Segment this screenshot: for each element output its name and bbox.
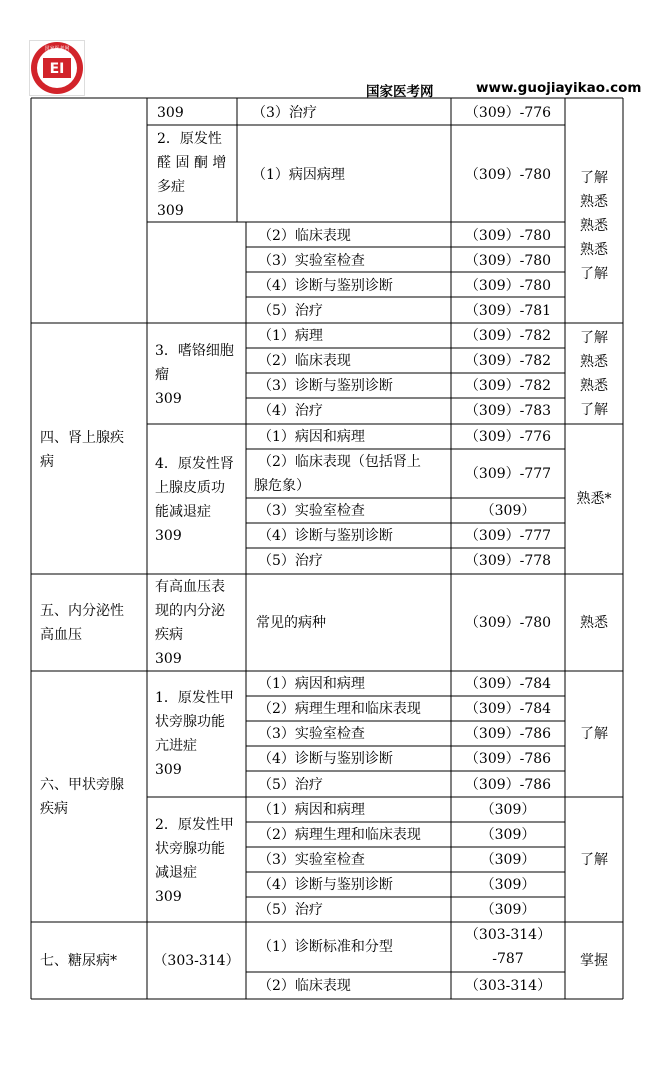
content-cell: （1）病因和病理 <box>258 676 365 692</box>
content-cell: （4）诊断与鉴别诊断 <box>258 877 393 893</box>
content-cell: （2）临床表现 <box>258 353 351 369</box>
content-cell: 腺危象） <box>254 478 310 494</box>
level-cell: 了解 <box>580 852 608 868</box>
subtopic-line: 上腺皮质功 <box>155 480 225 496</box>
section-title: 六、甲状旁腺 <box>40 777 124 793</box>
subtopic-line: 状旁腺功能 <box>155 714 225 730</box>
level-cell: 熟悉 <box>580 218 608 234</box>
page-cell: （309）-786 <box>464 726 552 742</box>
page-cell: （309） <box>480 902 536 918</box>
level-cell: 熟悉 <box>580 354 608 370</box>
content-cell: （3）治疗 <box>252 105 317 121</box>
site-title: 国家医考网 <box>366 84 434 100</box>
content-cell: （3）实验室检查 <box>258 852 365 868</box>
subtopic-line: 309 <box>157 203 184 219</box>
subtopic-line: 309 <box>155 651 182 667</box>
content-cell: （5）治疗 <box>258 777 323 793</box>
content-cell: （5）治疗 <box>258 303 323 319</box>
page-cell: （309）-784 <box>464 701 552 717</box>
page-cell: （309） <box>480 802 536 818</box>
page-cell: （303-314） <box>464 927 552 943</box>
level-cell: 熟悉 <box>580 194 608 210</box>
section-title: 高血压 <box>40 627 82 643</box>
page-cell: （309）-782 <box>464 378 552 394</box>
page-cell: （309）-777 <box>464 466 552 482</box>
subtopic-line: 309 <box>155 889 182 905</box>
subtopic-line: 309 <box>155 391 182 407</box>
subtopic-line: 亢进症 <box>155 738 197 754</box>
content-cell: （2）临床表现（包括肾上 <box>258 454 421 470</box>
content-cell: （5）治疗 <box>258 553 323 569</box>
section-title: 七、糖尿病* <box>40 953 117 969</box>
page-cell: （309）-780 <box>464 278 552 294</box>
page-cell: （309）-782 <box>464 328 552 344</box>
subtopic-line: （303-314） <box>153 953 240 969</box>
content-cell: （3）诊断与鉴别诊断 <box>258 378 393 394</box>
subtopic-line: 现的内分泌 <box>155 603 225 619</box>
content-cell: （3）实验室检查 <box>258 253 365 269</box>
page-cell: （303-314） <box>464 978 552 994</box>
level-cell: 了解 <box>580 726 608 742</box>
site-url[interactable]: www.guojiayikao.com <box>476 80 642 96</box>
page-cell: （309）-782 <box>464 353 552 369</box>
subtopic-line: 疾病 <box>155 627 183 643</box>
subtopic-line: 多症 <box>157 179 185 195</box>
page-cell: （309）-776 <box>464 105 552 121</box>
subtopic-line: 309 <box>155 528 182 544</box>
level-cell: 熟悉* <box>576 491 612 507</box>
content-cell: （2）病理生理和临床表现 <box>258 701 421 717</box>
level-cell: 了解 <box>580 170 608 186</box>
section-title: 病 <box>40 454 54 470</box>
content-cell: （5）治疗 <box>258 902 323 918</box>
subtopic-line: 瘤 <box>155 367 169 383</box>
page-cell: （309）-786 <box>464 777 552 793</box>
content-cell: （2）临床表现 <box>258 228 351 244</box>
subtopic-line: 减退症 <box>155 865 197 881</box>
subtopic-line: 2．原发性甲 <box>155 817 234 833</box>
page-cell: （309） <box>480 503 536 519</box>
level-cell: 掌握 <box>580 953 608 969</box>
logo-letters: EI <box>49 61 65 77</box>
content-cell: （2）病理生理和临床表现 <box>258 827 421 843</box>
page-cell: （309）-786 <box>464 751 552 767</box>
content-cell: （3）实验室检查 <box>258 503 365 519</box>
content-cell: （2）临床表现 <box>258 978 351 994</box>
subtopic-line: 3．嗜铬细胞 <box>155 343 234 359</box>
subtopic-line: 4．原发性肾 <box>155 456 234 472</box>
subtopic-line: 状旁腺功能 <box>155 841 225 857</box>
content-cell: （4）治疗 <box>258 403 323 419</box>
subtopic-line: 有高血压表 <box>155 579 225 595</box>
section-title: 五、内分泌性 <box>40 603 124 619</box>
section-title: 疾病 <box>40 801 68 817</box>
page-cell: （309） <box>480 827 536 843</box>
page-cell: （309）-778 <box>464 553 552 569</box>
subtopic-line: 醛 固 酮 增 <box>157 155 227 171</box>
page-cell: -787 <box>492 951 524 967</box>
level-cell: 熟悉 <box>580 378 608 394</box>
subtopic-line: 能减退症 <box>155 504 211 520</box>
page-cell: （309）-783 <box>464 403 552 419</box>
page-cell: （309）-777 <box>464 528 552 544</box>
page-cell: （309） <box>480 852 536 868</box>
page-cell: （309）-780 <box>464 167 552 183</box>
logo-caption: 国家医考网 <box>44 46 70 52</box>
content-cell: （1）病理 <box>258 328 323 344</box>
subtopic-code: 309 <box>157 105 184 121</box>
subtopic-line: 309 <box>155 762 182 778</box>
page-cell: （309）-780 <box>464 253 552 269</box>
level-cell: 了解 <box>580 402 608 418</box>
page-cell: （309）-781 <box>464 303 552 319</box>
level-cell: 熟悉 <box>580 242 608 258</box>
content-cell: 常见的病种 <box>256 615 326 631</box>
content-cell: （1）病因和病理 <box>258 802 365 818</box>
subtopic-line: 1．原发性甲 <box>155 690 234 706</box>
section-title: 四、肾上腺疾 <box>40 430 124 446</box>
content-cell: （3）实验室检查 <box>258 726 365 742</box>
level-cell: 熟悉 <box>580 615 608 631</box>
content-cell: （4）诊断与鉴别诊断 <box>258 751 393 767</box>
content-cell: （4）诊断与鉴别诊断 <box>258 278 393 294</box>
page-cell: （309）-780 <box>464 615 552 631</box>
level-cell: 了解 <box>580 330 608 346</box>
page-cell: （309）-780 <box>464 228 552 244</box>
subtopic-line: 2．原发性 <box>157 131 222 147</box>
content-cell: （1）诊断标准和分型 <box>258 939 393 955</box>
page-cell: （309）-784 <box>464 676 552 692</box>
page-cell: （309） <box>480 877 536 893</box>
content-cell: （4）诊断与鉴别诊断 <box>258 528 393 544</box>
level-cell: 了解 <box>580 266 608 282</box>
page-cell: （309）-776 <box>464 429 552 445</box>
content-cell: （1）病因病理 <box>252 167 345 183</box>
content-cell: （1）病因和病理 <box>258 429 365 445</box>
